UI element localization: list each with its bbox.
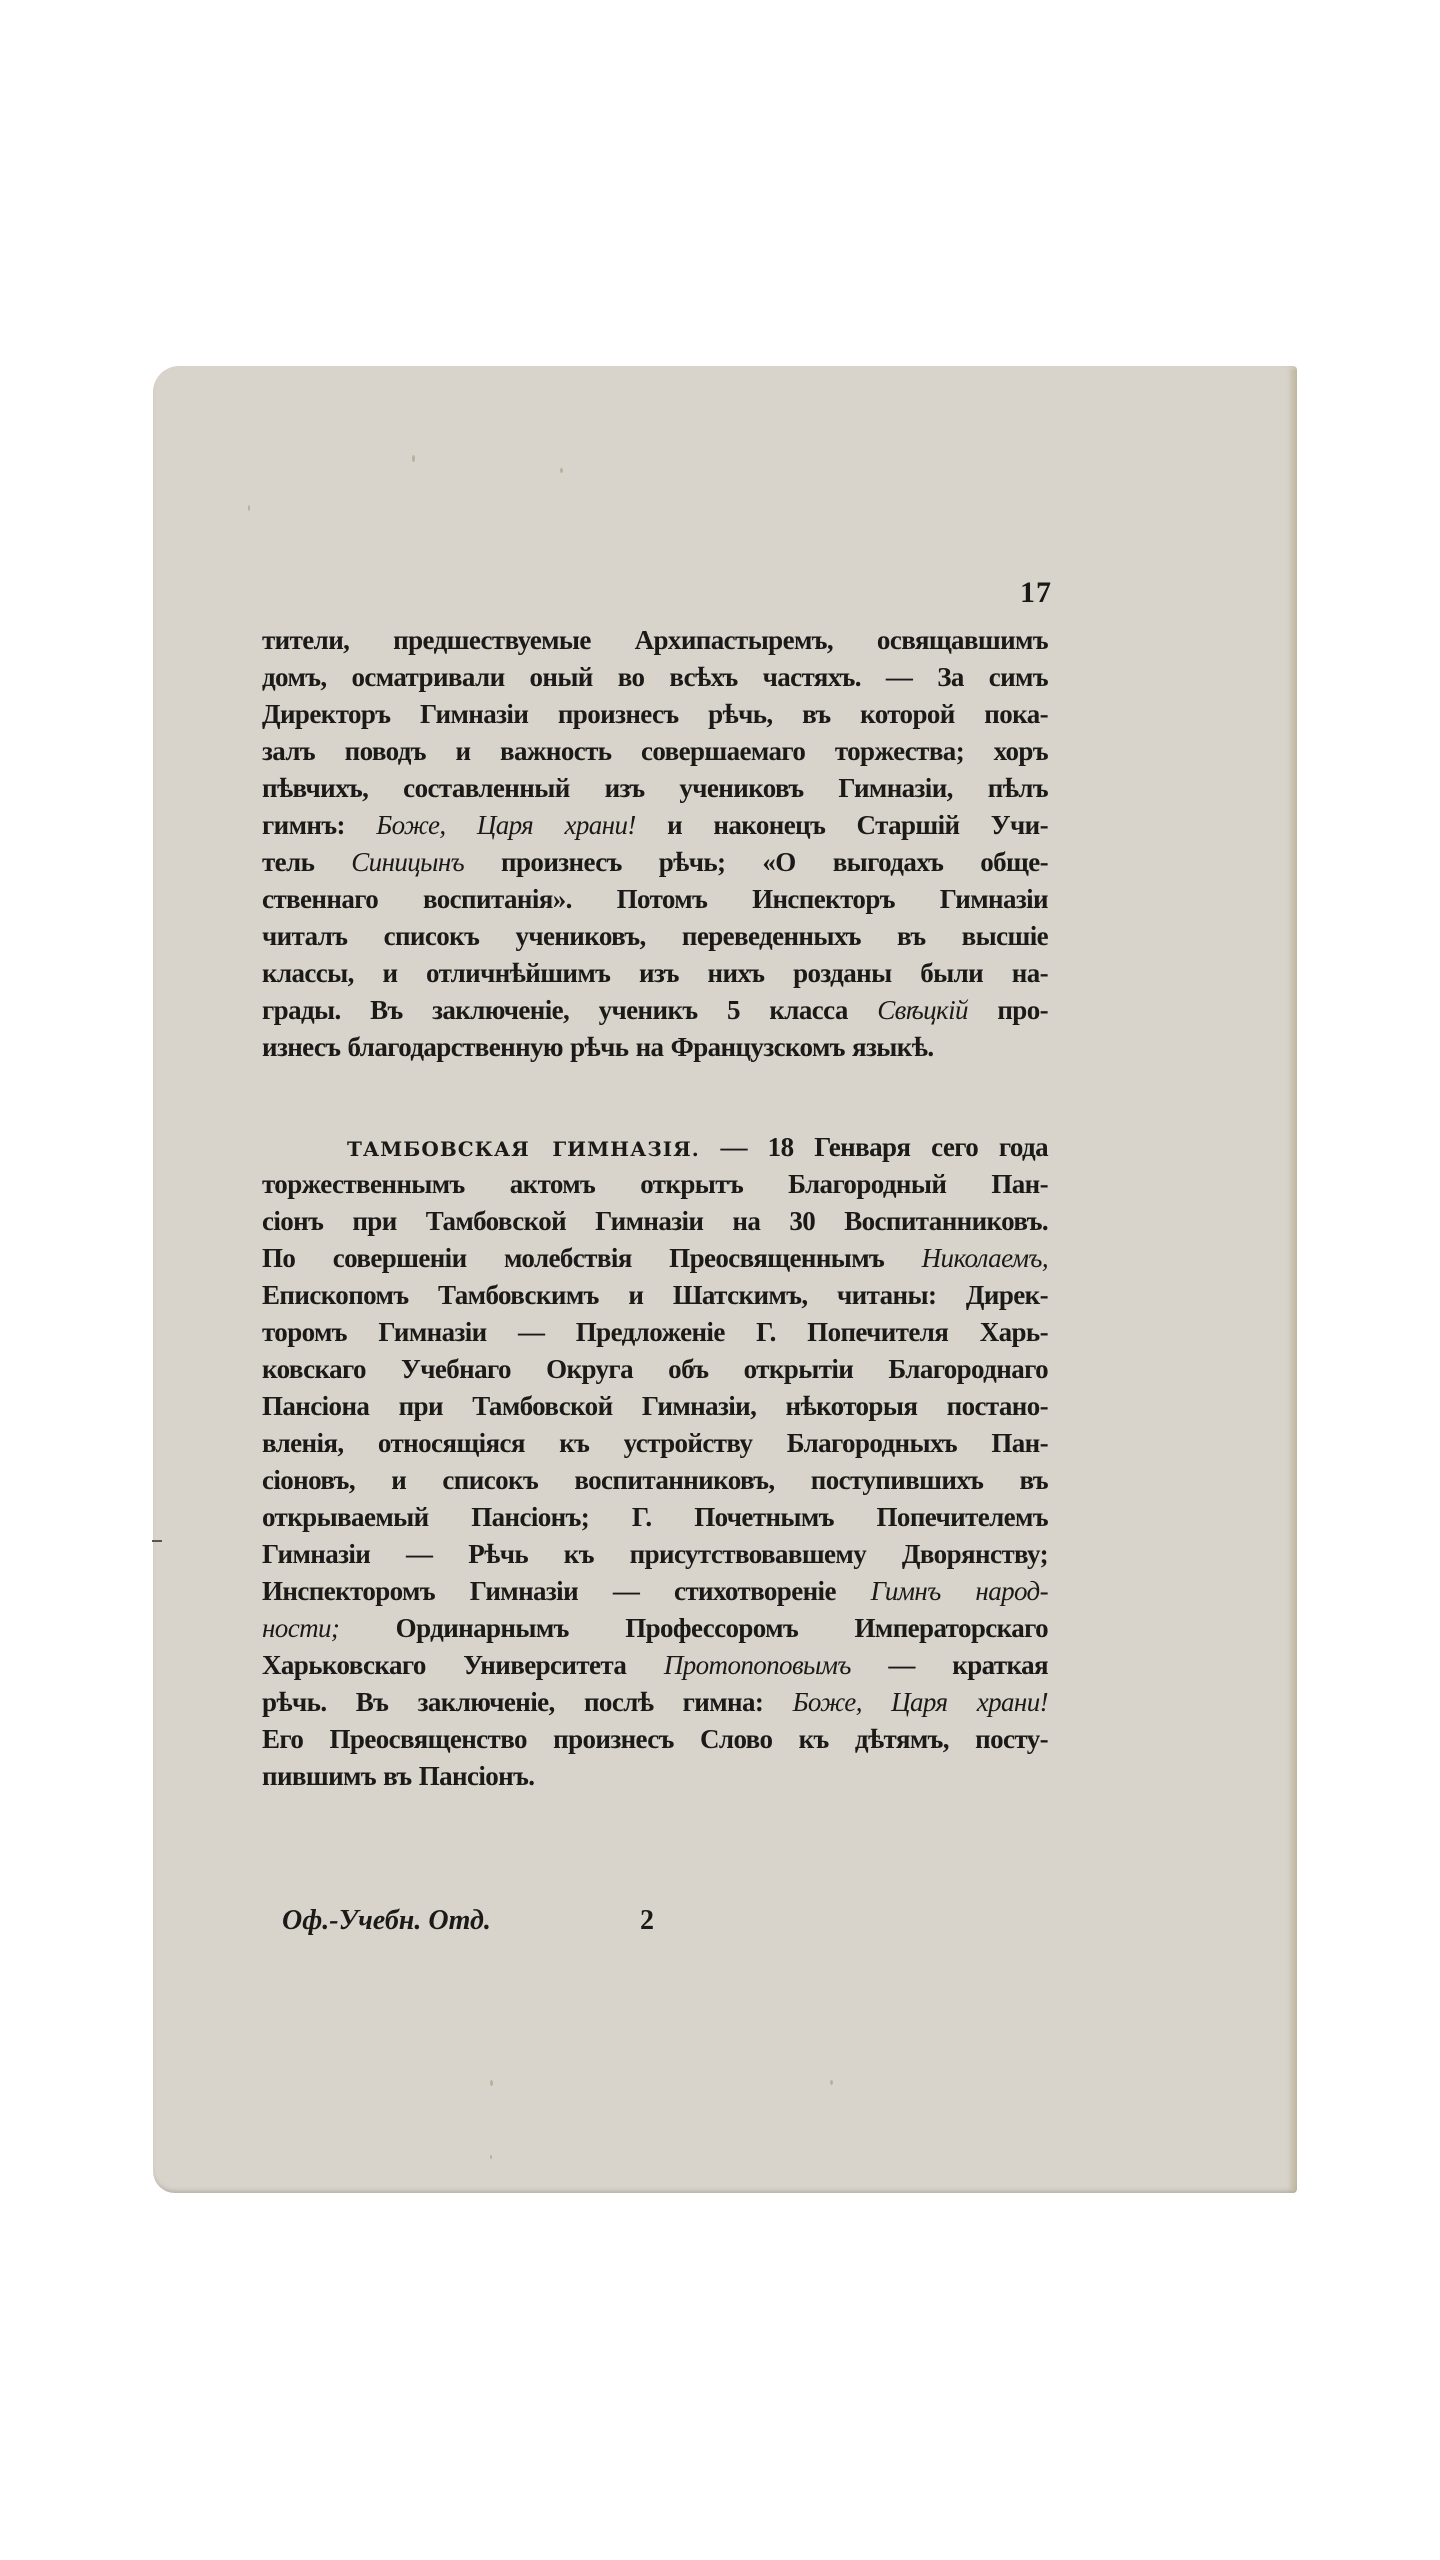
page-number: 17 [1020,576,1052,609]
text-span: классы, и отличнѣйшимъ изъ нихъ розданы были на- [262,958,1048,988]
sheet-number: 2 [640,1905,654,1936]
text-line [262,1129,1048,1166]
text-line [262,807,1048,844]
paragraph-tambov-gymnasium [262,1129,1048,1795]
text-span: пѣвчихъ, составленный изъ учениковъ Гимназіи, пѣлъ [262,773,1048,803]
italic-text: Гимнъ народ- [870,1576,1048,1606]
text-span: домъ, осматривали оный во всѣхъ частяхъ. — За симъ [262,662,1048,692]
text-line [262,1721,1048,1758]
text-line [262,992,1048,1029]
text-span: Харьковскаго Университета [262,1650,664,1680]
italic-text: Боже, Царя храни! [792,1687,1048,1717]
margin-mark [152,1540,162,1542]
text-span: тители, предшествуемые Архипастыремъ, освящавшимъ [262,625,1048,655]
text-line [262,1647,1048,1684]
signature-mark: Оф.-Учебн. Отд. [282,1905,491,1936]
paper-speck [490,2080,493,2086]
text-line [262,918,1048,955]
text-line [262,696,1048,733]
text-span: вленія, относящіяся къ устройству Благородныхъ Пан- [262,1428,1048,1458]
text-span: Пансіона при Тамбовской Гимназіи, нѣкоторыя постано- [262,1391,1048,1421]
text-line [262,1240,1048,1277]
italic-text: ности; [262,1613,340,1643]
italic-text: Свѣцкій [877,995,968,1025]
italic-text: Протопоповымъ [663,1650,851,1680]
text-span: Директоръ Гимназіи произнесъ рѣчь, въ которой пока- [262,699,1048,729]
italic-text: Николаемъ, [921,1243,1048,1273]
text-span: сіоновъ, и списокъ воспитанниковъ, поступившихъ въ [262,1465,1048,1495]
text-span: залъ поводъ и важность совершаемаго торжества; хоръ [262,736,1048,766]
text-span: По совершеніи молебствія Преосвященнымъ [262,1243,922,1273]
paper-speck [830,2080,833,2085]
text-line [262,1758,1048,1795]
paper-speck [412,455,415,462]
text-span: — краткая [850,1650,1048,1680]
text-line [262,1425,1048,1462]
text-span: ственнаго воспитанія». Потомъ Инспекторъ Гимназіи [262,884,1048,914]
text-span: Ординарнымъ Профессоромъ Императорскаго [339,1613,1048,1643]
paper-speck [248,505,250,511]
text-line [262,955,1048,992]
text-span: торомъ Гимназіи — Предложеніе Г. Попечителя Харь- [262,1317,1048,1347]
text-line [262,1166,1048,1203]
text-line [262,1610,1048,1647]
text-span: Епископомъ Тамбовскимъ и Шатскимъ, читаны: Дирек- [262,1280,1048,1310]
text-line [262,1029,1048,1066]
text-span: торжественнымъ актомъ открытъ Благородный Пан- [262,1169,1048,1199]
text-line [262,1462,1048,1499]
text-span: гимнъ: [262,810,377,840]
section-heading: ТАМБОВСКАЯ ГИМНАЗІЯ. [347,1137,700,1161]
text-span: читалъ списокъ учениковъ, переведенныхъ въ высшіе [262,921,1048,951]
text-span: произнесъ рѣчь; «О выгодахъ обще- [464,847,1048,877]
text-span: и наконецъ Старшій Учи- [635,810,1048,840]
text-line [262,1499,1048,1536]
text-span: открываемый Пансіонъ; Г. Почетнымъ Попечителемъ [262,1502,1048,1532]
text-span: Гимназіи — Рѣчь къ присутствовавшему Дворянству; [262,1539,1048,1569]
text-line [262,1203,1048,1240]
text-line [262,1314,1048,1351]
text-line [262,1388,1048,1425]
text-line [262,881,1048,918]
text-span: — 18 Генваря сего года [699,1132,1048,1162]
text-span: Инспекторомъ Гимназіи — стихотвореніе [262,1576,871,1606]
text-span: ковскаго Учебнаго Округа объ открытіи Благороднаго [262,1354,1048,1384]
text-span: изнесъ благодарственную рѣчь на Французскомъ языкѣ. [262,1032,934,1062]
italic-text: Синицынъ [351,847,465,877]
text-line [262,1536,1048,1573]
paper-speck [490,2155,492,2159]
text-line [262,659,1048,696]
text-line [262,1351,1048,1388]
text-span: пившимъ въ Пансіонъ. [262,1761,535,1791]
text-span: сіонъ при Тамбовской Гимназіи на 30 Воспитанниковъ. [262,1206,1048,1236]
text-line [262,1573,1048,1610]
text-line [262,844,1048,881]
italic-text: Боже, Царя храни! [376,810,636,840]
text-line [262,1684,1048,1721]
text-span: тель [262,847,352,877]
text-span: грады. Въ заключеніе, ученикъ 5 класса [262,995,878,1025]
text-line [262,1277,1048,1314]
text-span: рѣчь. Въ заключеніе, послѣ гимна: [262,1687,793,1717]
text-line [262,770,1048,807]
paragraph-continuation [262,622,1048,1066]
text-line [262,622,1048,659]
paper-speck [560,468,563,473]
text-span: про- [967,995,1048,1025]
text-span: Его Преосвященство произнесъ Слово къ дѣтямъ, посту- [262,1724,1048,1754]
text-line [262,733,1048,770]
